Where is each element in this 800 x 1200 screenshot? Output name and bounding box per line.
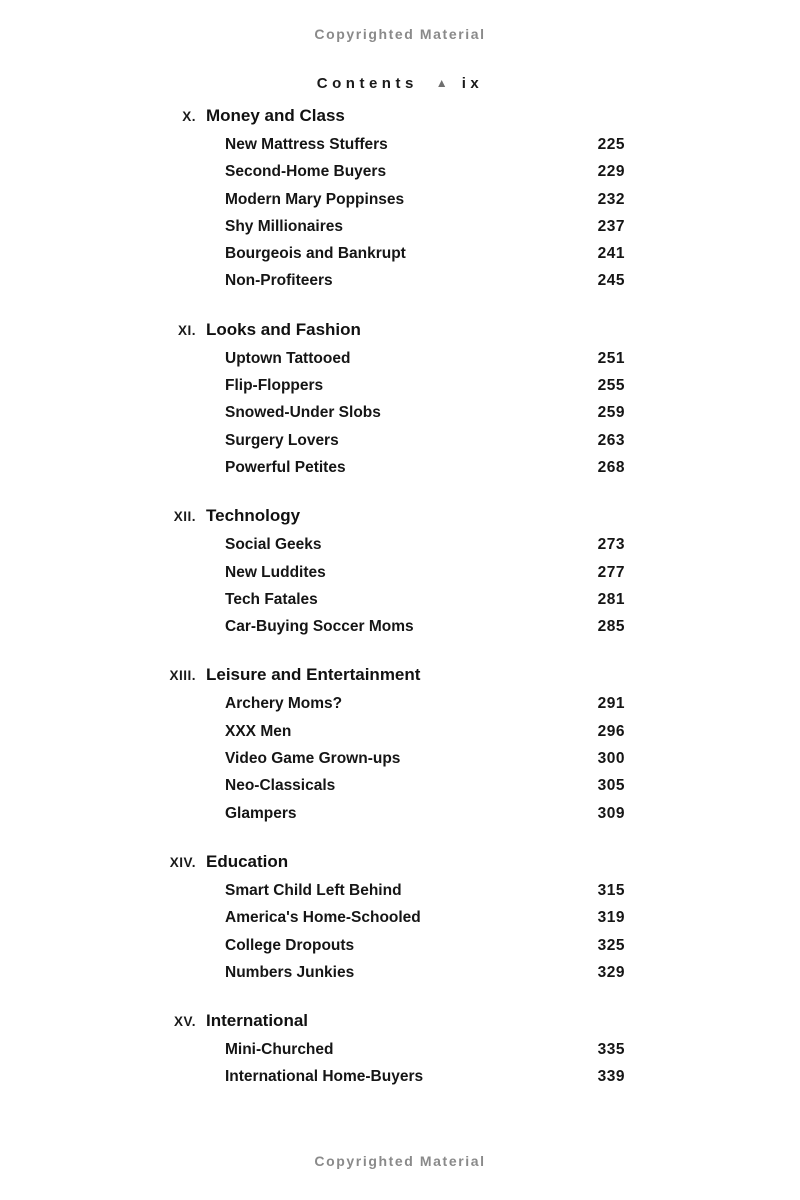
entry-page-number: 229: [597, 163, 625, 181]
toc-entry: [225, 399, 625, 426]
toc-entry: [225, 1036, 625, 1063]
section-numeral: XIV.: [169, 854, 196, 870]
toc-entry: [225, 531, 625, 558]
toc-entry: [225, 586, 625, 613]
entry-page-number: 309: [597, 804, 625, 822]
entry-page-number: 255: [597, 377, 625, 395]
entry-title: Numbers Junkies: [225, 963, 355, 981]
copyright-notice-bottom: Copyrighted Material: [314, 1153, 486, 1169]
toc-section: [0, 661, 800, 826]
entry-page-number: 300: [597, 750, 625, 768]
toc-entry: [225, 372, 625, 399]
toc-section: [0, 316, 800, 481]
section-numeral: XV.: [173, 1014, 196, 1030]
entry-title: New Luddites: [225, 563, 326, 581]
entry-page-number: 305: [597, 777, 625, 795]
contents-header: [0, 75, 800, 92]
toc-section: [0, 848, 800, 986]
entry-page-number: 259: [597, 404, 625, 422]
entry-title: Flip-Floppers: [225, 377, 324, 395]
toc-section: [0, 1007, 800, 1091]
entry-title: College Dropouts: [225, 936, 355, 954]
section-numeral: X.: [182, 109, 196, 124]
entry-title: Neo-Classicals: [225, 777, 336, 795]
entry-page-number: 225: [597, 136, 625, 153]
entry-title: Social Geeks: [225, 536, 322, 554]
entry-page-number: 263: [597, 431, 625, 449]
toc-section: [0, 502, 800, 640]
page-roman-numeral: ix: [461, 75, 484, 92]
section-title: Technology: [206, 506, 301, 526]
entry-page-number: 329: [597, 963, 625, 981]
entry-title: XXX Men: [225, 722, 292, 740]
section-numeral: XI.: [177, 322, 196, 338]
toc-entry: [225, 1063, 625, 1090]
toc-entry: [225, 186, 625, 213]
section-heading: [0, 102, 800, 131]
entry-page-number: 251: [597, 349, 625, 367]
entry-title: Video Game Grown-ups: [225, 750, 401, 768]
entry-title: Mini-Churched: [225, 1041, 334, 1059]
entry-page-number: 277: [597, 563, 625, 581]
entry-page-number: 232: [597, 190, 625, 208]
toc-entry: [225, 345, 625, 372]
triangle-icon: ▲: [435, 76, 448, 90]
entry-page-number: 237: [597, 217, 625, 235]
entry-title: Snowed-Under Slobs: [225, 404, 381, 422]
toc-entry: [225, 240, 625, 267]
entry-page-number: 245: [597, 272, 625, 290]
entry-title: Second-Home Buyers: [225, 163, 387, 181]
section-heading: [0, 848, 800, 877]
section-heading: [0, 1007, 800, 1036]
toc-entry: [225, 427, 625, 454]
entry-page-number: 291: [597, 695, 625, 713]
entry-page-number: 296: [597, 722, 625, 740]
toc-entry: [225, 690, 625, 717]
entry-title: Shy Millionaires: [225, 217, 344, 235]
copyright-notice-top: Copyrighted Material: [314, 26, 486, 42]
toc-entry: [225, 718, 625, 745]
entry-title: America's Home-Schooled: [225, 909, 421, 927]
entry-title: Archery Moms?: [225, 695, 343, 713]
section-title: Looks and Fashion: [206, 319, 361, 339]
toc-entry: [225, 745, 625, 772]
entry-title: International Home-Buyers: [225, 1068, 424, 1086]
entry-title: Powerful Petites: [225, 458, 346, 476]
toc-entry: [225, 877, 625, 904]
entry-title: Glampers: [225, 804, 297, 822]
toc-entry: [225, 559, 625, 586]
entry-title: Tech Fatales: [225, 590, 318, 608]
entry-page-number: 241: [597, 245, 625, 263]
entry-page-number: 325: [597, 936, 625, 954]
toc-section: [0, 102, 800, 295]
section-title: Money and Class: [206, 106, 345, 125]
section-title: Education: [206, 851, 289, 871]
toc-entry: [225, 213, 625, 240]
entry-page-number: 319: [597, 909, 625, 927]
contents-title: Contents: [316, 75, 418, 92]
entry-page-number: 268: [597, 458, 625, 476]
entry-page-number: 315: [597, 881, 625, 899]
toc-entry: [225, 904, 625, 931]
entry-page-number: 335: [597, 1041, 625, 1059]
section-heading: [0, 502, 800, 531]
entry-title: Smart Child Left Behind: [225, 881, 402, 899]
section-numeral: XII.: [173, 509, 196, 525]
toc-entry: [225, 267, 625, 294]
entry-page-number: 339: [597, 1068, 625, 1086]
toc-entry: [225, 158, 625, 185]
toc-entry: [225, 959, 625, 986]
entry-title: Bourgeois and Bankrupt: [225, 245, 406, 263]
entry-title: Non-Profiteers: [225, 272, 333, 290]
entry-title: New Mattress Stuffers: [225, 136, 388, 153]
toc-entry: [225, 454, 625, 481]
section-title: Leisure and Entertainment: [206, 665, 421, 685]
toc-entry: [225, 772, 625, 799]
entry-page-number: 273: [597, 536, 625, 554]
entry-title: Surgery Lovers: [225, 431, 339, 449]
entry-title: Car-Buying Soccer Moms: [225, 618, 414, 636]
toc-entry: [225, 131, 625, 158]
entry-title: Modern Mary Poppinses: [225, 190, 405, 208]
toc-entry: [225, 932, 625, 959]
toc-entry: [225, 613, 625, 640]
toc-entry: [225, 800, 625, 827]
section-heading: [0, 316, 800, 345]
entry-page-number: 281: [597, 590, 625, 608]
entry-title: Uptown Tattooed: [225, 349, 351, 367]
table-of-contents: [0, 100, 800, 1091]
section-title: International: [206, 1011, 309, 1031]
section-heading: [0, 661, 800, 690]
entry-page-number: 285: [597, 618, 625, 636]
section-numeral: XIII.: [169, 668, 196, 684]
